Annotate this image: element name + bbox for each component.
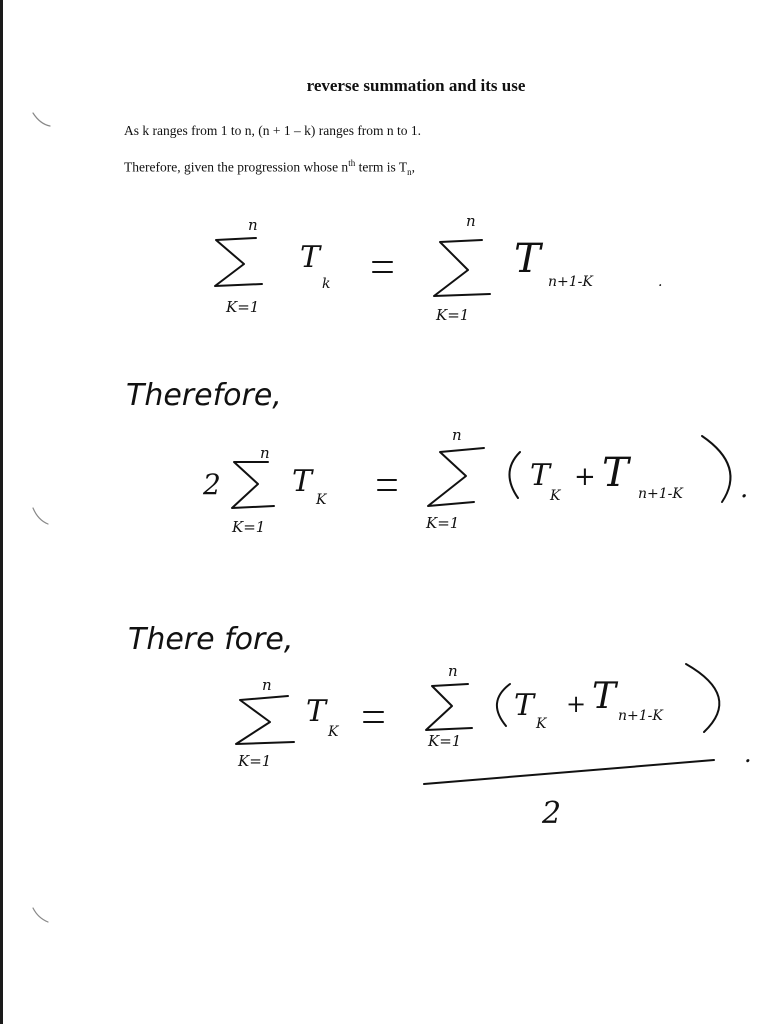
- eq1-rhs-term-sub: n+1-K: [548, 274, 593, 290]
- eq1-rhs-lower: K=1: [436, 306, 470, 324]
- eq1-lhs-term-sub: k: [322, 276, 331, 292]
- eq1-lhs-upper: n: [248, 216, 258, 234]
- intro-line-2-sup: th: [348, 158, 356, 168]
- eq1-lhs-sigma-icon: [215, 238, 262, 286]
- binder-mark-2: [33, 508, 48, 524]
- eq2-rhs-t2-sub: n+1-K: [638, 486, 683, 502]
- binder-mark-1: [33, 113, 50, 126]
- eq3-denominator: 2: [542, 796, 562, 831]
- eq3-rhs-sigma-icon: [426, 684, 472, 730]
- eq3-num-t1: T: [514, 688, 535, 723]
- therefore-1: Therefore,: [126, 378, 282, 413]
- eq3-lhs-upper: n: [262, 676, 272, 694]
- therefore-2: There fore,: [128, 622, 294, 657]
- eq3-close-paren-icon: [686, 664, 719, 732]
- eq3-open-paren-icon: [497, 684, 510, 726]
- intro-line-2-mid: term is T: [355, 159, 408, 175]
- eq2-rhs-t1: T: [530, 458, 551, 493]
- eq1-lhs-lower: K=1: [226, 298, 260, 316]
- eq3-num-t2-sub: n+1-K: [618, 708, 663, 724]
- eq3-lhs-lower: K=1: [238, 752, 272, 770]
- eq1-period: .: [658, 274, 663, 290]
- intro-line-2-sub: n: [407, 167, 412, 178]
- eq2-rhs-t1-sub: K: [550, 488, 561, 504]
- binder-mark-3: [33, 908, 48, 922]
- eq3-lhs-term: T: [306, 694, 327, 729]
- eq3-num-lower: K=1: [428, 732, 462, 750]
- eq3-lhs-sigma-icon: [236, 696, 294, 744]
- eq3-num-upper: n: [448, 662, 458, 680]
- eq1-rhs-term: T: [514, 236, 541, 282]
- fraction-bar: [424, 760, 714, 784]
- eq3-period: .: [744, 740, 752, 768]
- eq1-lhs-term: T: [300, 240, 321, 275]
- eq3-num-t2: T: [592, 676, 617, 717]
- eq3-num-t1-sub: K: [536, 716, 547, 732]
- eq2-lhs-term: T: [292, 464, 313, 499]
- eq2-open-paren-icon: [509, 452, 520, 498]
- eq2-rhs-lower: K=1: [426, 514, 460, 532]
- eq1-rhs-upper: n: [466, 212, 476, 230]
- eq2-coefficient: 2: [203, 468, 221, 501]
- eq2-rhs-sigma-icon: [428, 448, 484, 506]
- intro-line-2-post: ,: [411, 159, 415, 175]
- eq2-lhs-upper: n: [260, 444, 270, 462]
- eq2-lhs-sigma-icon: [232, 462, 274, 508]
- eq3-num-plus: +: [566, 690, 587, 718]
- eq2-rhs-t2: T: [602, 450, 629, 496]
- eq2-rhs-upper: n: [452, 426, 462, 444]
- eq3-lhs-term-sub: K: [328, 724, 339, 740]
- eq2-lhs-term-sub: K: [316, 492, 327, 508]
- intro-line-1: As k ranges from 1 to n, (n + 1 – k) ranges from n to 1.: [124, 123, 422, 138]
- eq2-close-paren-icon: [702, 436, 730, 502]
- eq1-rhs-sigma-icon: [434, 240, 490, 296]
- eq2-period: .: [740, 474, 749, 504]
- eq2-lhs-lower: K=1: [232, 518, 266, 536]
- intro-line-2-pre: Therefore, given the progression whose n: [124, 159, 349, 175]
- page-title: reverse summation and its use: [306, 76, 526, 95]
- eq2-rhs-plus: +: [574, 462, 596, 492]
